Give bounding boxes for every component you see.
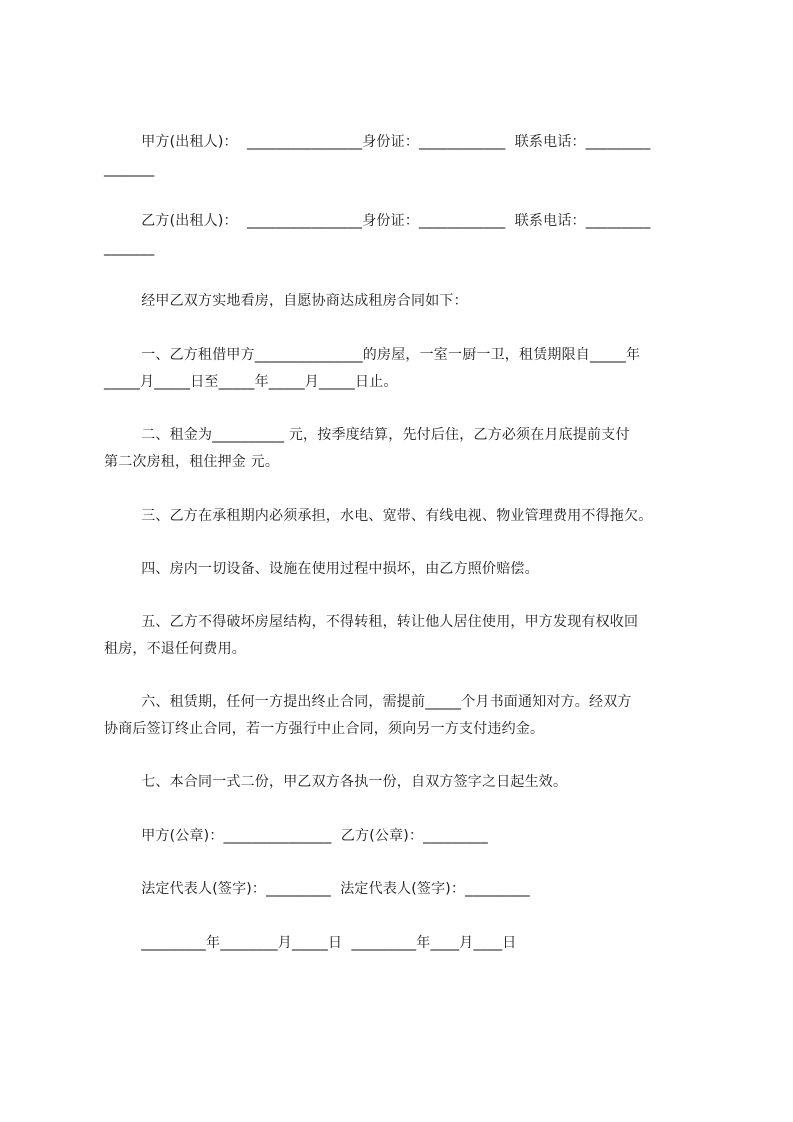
clause-5-line-1: 五、乙方不得破坏房屋结构，不得转租，转让他人居住使用，甲方发现有权收回 bbox=[104, 614, 639, 630]
party-b-line: 乙方(出租人)： ________________身份证：____________ 联系电话：_________ bbox=[104, 213, 651, 229]
clause-4: 四、房内一切设备、设施在使用过程中损坏，由乙方照价赔偿。 bbox=[104, 561, 539, 577]
representative-line: 法定代表人(签字)：_________ 法定代表人(签字)：_________ bbox=[104, 881, 530, 897]
party-a-line-cont: _______ bbox=[104, 161, 155, 177]
clause-6-line-2: 协商后签订终止合同，若一方强行中止合同，须向另一方支付违约金。 bbox=[104, 721, 545, 737]
clause-3: 三、乙方在承租期内必须承担，水电、宽带、有线电视、物业管理费用不得拖欠。 bbox=[104, 508, 653, 524]
clause-6-line-1: 六、租赁期，任何一方提出终止合同，需提前_____个月书面通知对方。经双方 bbox=[104, 694, 632, 710]
clause-1-line-2: _____月_____日至_____年_____月_____日止。 bbox=[104, 374, 398, 390]
clause-7: 七、本合同一式二份，甲乙双方各执一份，自双方签字之日起生效。 bbox=[104, 774, 568, 790]
clause-2-line-2: 第二次房租，租住押金 元。 bbox=[104, 454, 280, 470]
clause-2-line-1: 二、租金为__________ 元，按季度结算，先付后住，乙方必须在月底提前支付 bbox=[104, 427, 630, 443]
clause-1-line-1: 一、乙方租借甲方_______________的房屋，一室一厨一卫，租赁期限自_____年 bbox=[104, 347, 641, 363]
date-line: _________年________月_____日 _________年____月____日 bbox=[104, 935, 517, 951]
intro-text: 经甲乙双方实地看房，自愿协商达成租房合同如下： bbox=[104, 293, 468, 309]
party-b-line-cont: _______ bbox=[104, 240, 155, 256]
clause-5-line-2: 租房，不退任何费用。 bbox=[104, 641, 246, 657]
party-a-line: 甲方(出租人)： ________________身份证：____________ 联系电话：_________ bbox=[104, 134, 651, 150]
seal-line: 甲方(公章)：_______________ 乙方(公章)：_________ bbox=[104, 828, 488, 844]
